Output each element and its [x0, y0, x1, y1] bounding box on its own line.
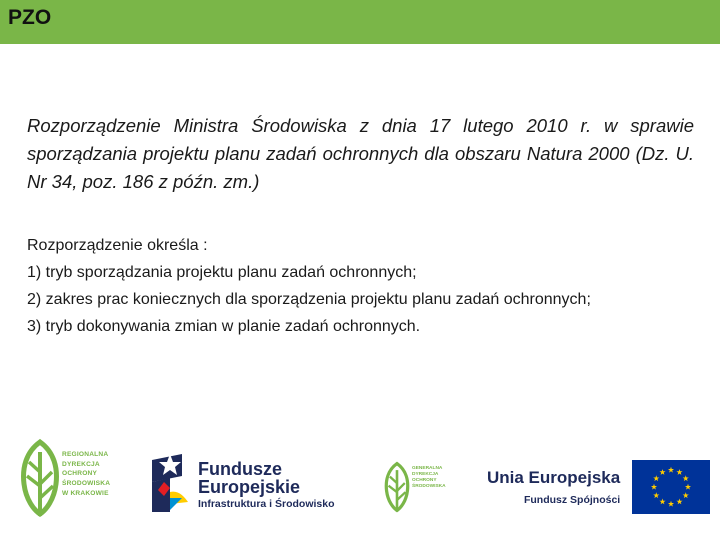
regulation-summary — [27, 232, 707, 340]
page-title: PZO — [8, 6, 52, 29]
ue-logo-text — [487, 468, 620, 506]
gdos-logo-text — [412, 466, 446, 490]
rdos-logo-text — [62, 450, 110, 499]
gdos-leaf-logo-icon — [384, 460, 410, 514]
gdos-line-2: DYREKCJA — [412, 472, 439, 477]
summary-intro: Rozporządzenie określa : — [27, 237, 208, 254]
summary-item-2: 2) zakres prac koniecznych dla sporządzenia projektu planu zadań ochronnych; — [27, 291, 591, 308]
gdos-line-3: OCHRONY — [412, 478, 437, 483]
gdos-line-4: ŚRODOWISKA — [412, 484, 446, 489]
rdos-leaf-logo-icon — [20, 438, 60, 518]
gdos-line-1: GENERALNA — [412, 466, 443, 471]
rdos-line-5: W KRAKOWIE — [62, 489, 109, 497]
eu-flag-icon — [632, 460, 710, 514]
rdos-line-4: ŚRODOWISKA — [62, 480, 111, 488]
rdos-line-2: DYREKCJA — [62, 460, 100, 468]
logos-footer — [0, 430, 720, 540]
fundusze-line-1: Fundusze — [198, 459, 282, 479]
fundusze-star-flag-icon — [148, 452, 190, 514]
ue-line-1: Unia Europejska — [487, 468, 621, 487]
summary-item-3: 3) tryb dokonywania zmian w planie zadań ochronnych. — [27, 318, 421, 335]
summary-item-1: 1) tryb sporządzania projektu planu zadań ochronnych; — [27, 264, 417, 281]
fundusze-logo-text — [198, 460, 335, 510]
fundusze-line-3: Infrastruktura i Środowisko — [198, 498, 335, 510]
rdos-line-1: REGIONALNA — [62, 451, 109, 458]
ue-line-2: Fundusz Spójności — [523, 494, 621, 506]
header-bar — [0, 0, 720, 44]
regulation-heading: Rozporządzenie Ministra Środowiska z dnia 17 lutego 2010 r. w sprawie sporządzania projektu planu zadań ochronnych dla obszaru Natura 2000 (Dz. U. Nr 34, poz. 186 z późn. zm.) — [27, 115, 694, 192]
fundusze-line-2: Europejskie — [198, 477, 301, 497]
rdos-line-3: OCHRONY — [62, 470, 98, 478]
